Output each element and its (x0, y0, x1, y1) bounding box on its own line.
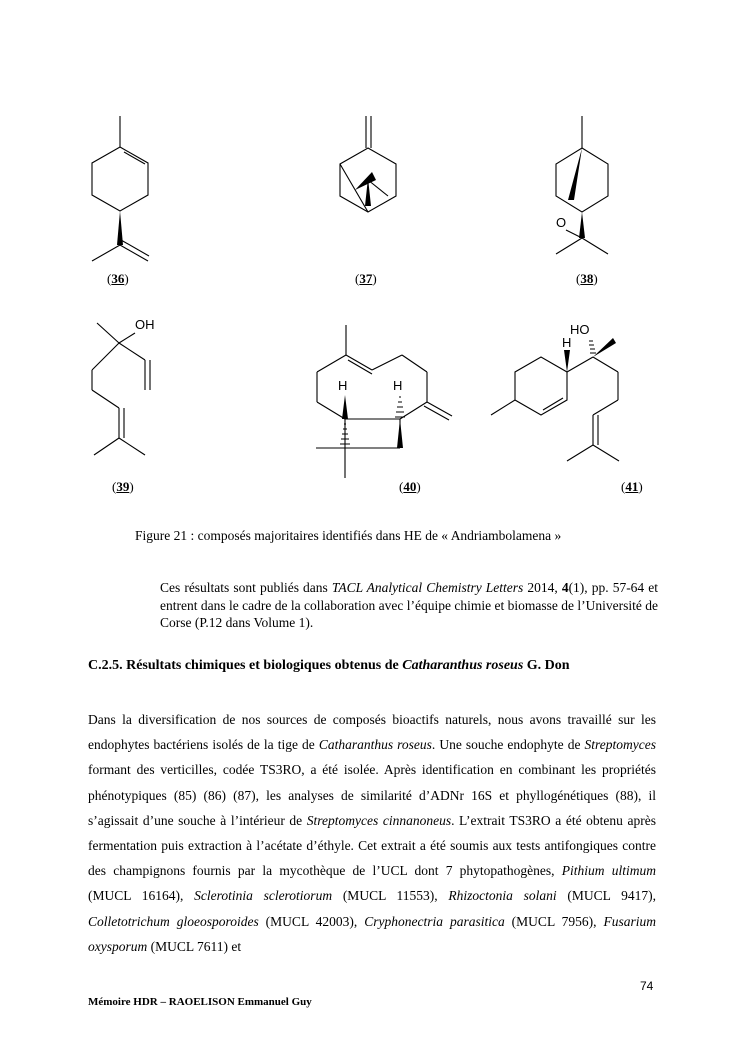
journal-volume: 4 (561, 580, 569, 595)
body-paragraph: Dans la diversification de nos sources de composés bioactifs naturels, nous avons travaillé sur les endophytes bactériens isolés de la tige de Catharanthus roseus. Une souche endophyte de Streptomyces formant des verticilles, codée TS3RO, a été isolée. Après identification en combinant les propriétés phénotypiques (85) (86) (87), les analyses de similarité d’ADNr 16S et phyllogénétiques (88), il s’agissait d’une souche à l’intérieur de Streptomyces cinnanoneus. L’extrait TS3RO a été obtenu après fermentation puis extraction à l’acétate d’éthyle. Cet extrait a été soumis aux tests antifongiques contre des champignons fournis par la mycothèque de l’UCL dont 7 phytopathogènes, Pithium ultimum (MUCL 16164), Sclerotinia sclerotiorum (MUCL 11553), Rhizoctonia solani (MUCL 9417), Colletotrichum gloeosporoides (MUCL 42003), Cryphonectria parasitica (MUCL 7956), Fusarium oxysporum (MUCL 7611) et (88, 712, 657, 954)
hydrogen-label: H (562, 335, 572, 350)
structure-39 (85, 315, 175, 465)
hydroxyl-label: HO (570, 322, 590, 337)
journal-name: TACL Analytical Chemistry Letters (331, 580, 524, 595)
structure-41 (485, 320, 635, 470)
section-title: C.2.5. Résultats chimiques et biologiques obtenus de Catharanthus roseus G. Don (88, 658, 570, 673)
figure-caption: Figure 21 : composés majoritaires identifiés dans HE de « Andriambolamena » (135, 528, 562, 543)
oxygen-atom: O (556, 215, 567, 230)
compound-label-39: (39) (112, 479, 134, 494)
compound-label-41: (41) (621, 479, 643, 494)
hydroxyl-label: OH (135, 317, 155, 332)
compound-label-40: (40) (399, 479, 421, 494)
structure-36 (85, 110, 165, 270)
hydrogen-label-1: H (338, 378, 348, 393)
compound-label-36: (36) (107, 271, 129, 286)
structure-38 (545, 110, 625, 260)
structure-40 (305, 320, 465, 485)
page-footer: Mémoire HDR – RAOELISON Emmanuel Guy (88, 996, 312, 1008)
publication-note: Ces résultats sont publiés dans TACL Analytical Chemistry Letters 2014, 4(1), pp. 57-64 et entrent dans le cadre de la collaboration avec l’équipe chimie et biomasse de l’Université de Corse (P.12 dans Volume 1). (160, 580, 658, 630)
compound-label-38: (38) (576, 271, 598, 286)
compound-label-37: (37) (355, 271, 377, 286)
page-number: 74 (640, 979, 654, 993)
structure-37 (325, 110, 405, 235)
hydrogen-label-2: H (393, 378, 403, 393)
